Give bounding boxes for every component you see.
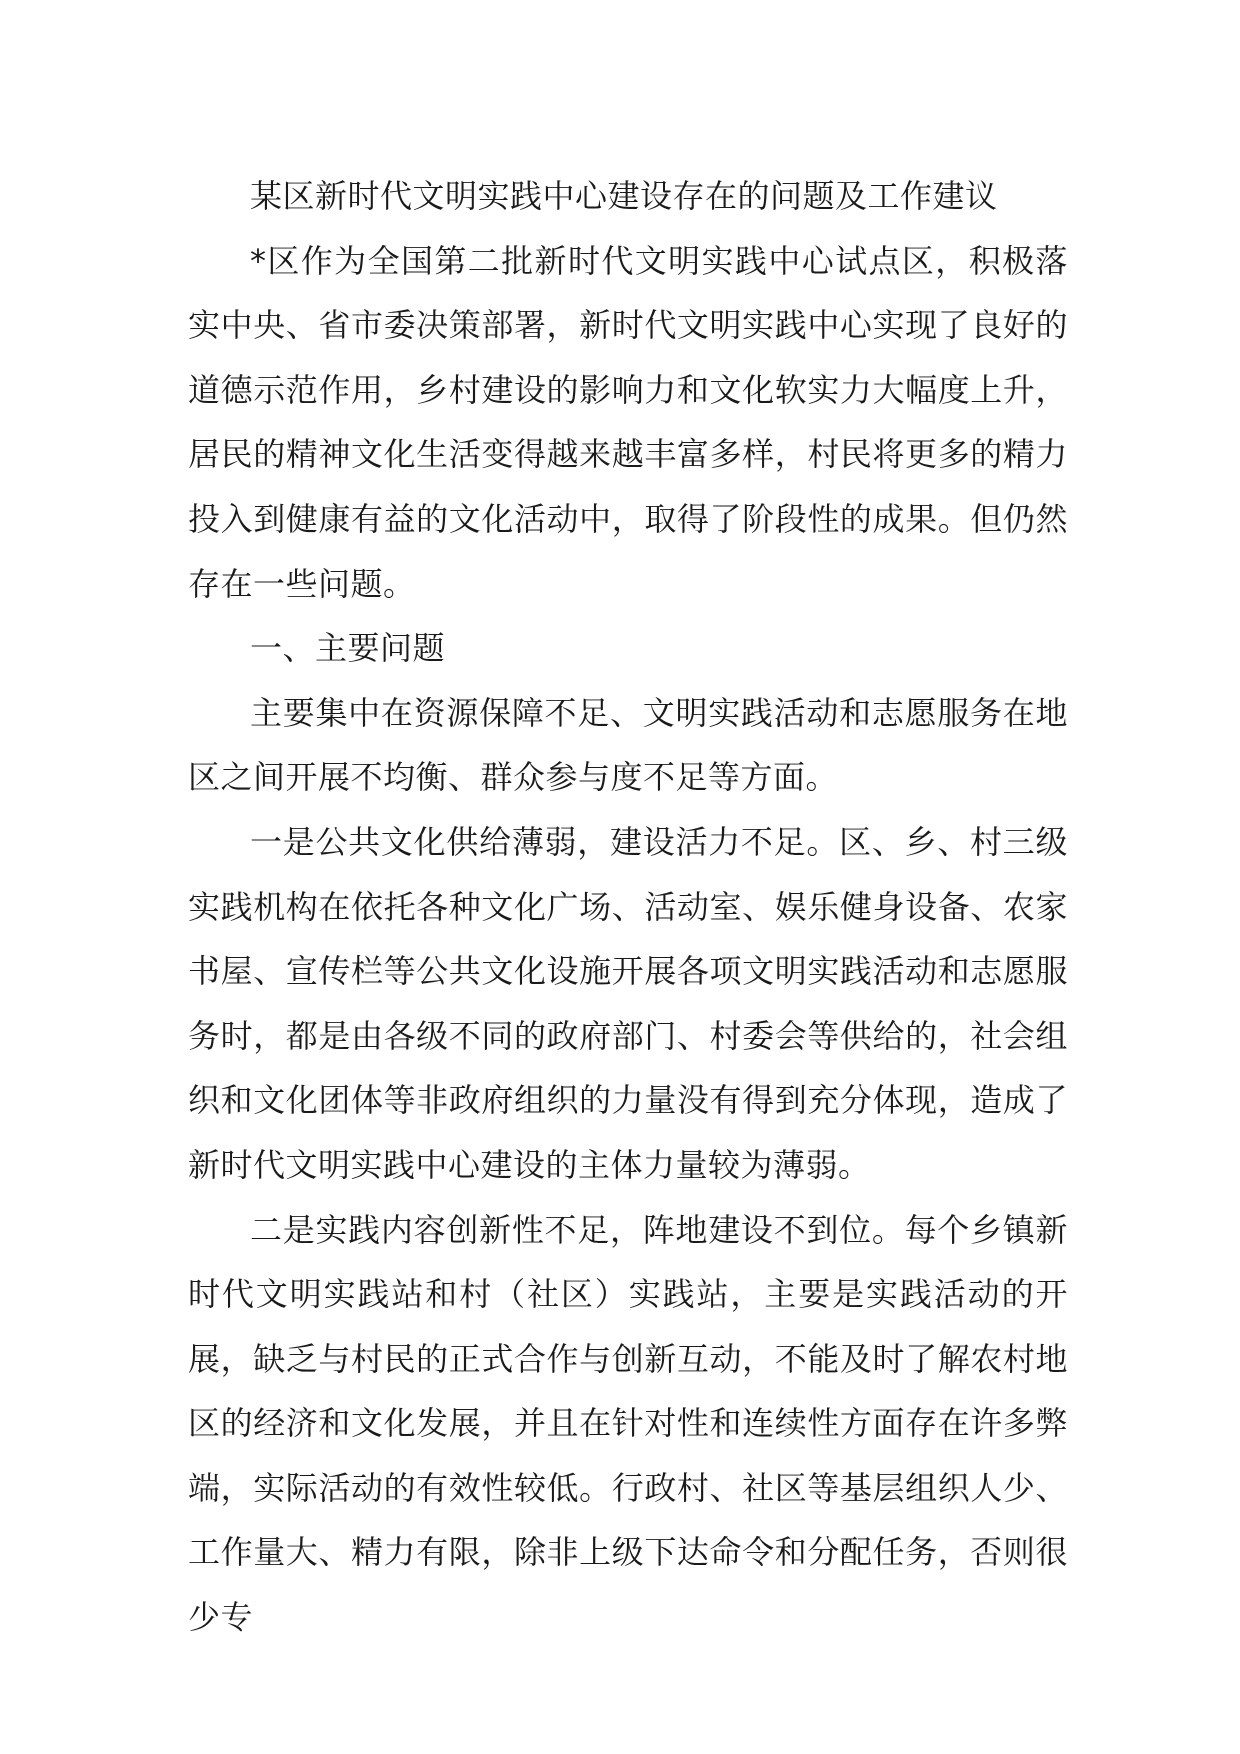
section-heading-main-problems: 一、主要问题 <box>250 629 446 668</box>
paragraph-intro: *区作为全国第二批新时代文明实践中心试点区，积极落实中央、省市委决策部署，新时代文明实践中心实现了良好的道德示范作用，乡村建设的影响力和文化软实力大幅度上升，居民的精神文化生活变得越来越丰富多样，村民将更多的精力投入到健康有益的文化活动中，取得了阶段性的成果。但仍然存在一些问题。 <box>188 241 1068 603</box>
paragraph-problem-two: 二是实践内容创新性不足，阵地建设不到位。每个乡镇新时代文明实践站和村（社区）实践站，主要是实践活动的开展，缺乏与村民的正式合作与创新互动，不能及时了解农村地区的经济和文化发展，并且在针对性和连续性方面存在许多弊端，实际活动的有效性较低。行政村、社区等基层组织人少、工作量大、精力有限，除非上级下达命令和分配任务，否则很少专 <box>188 1210 1068 1637</box>
paragraph-summary: 主要集中在资源保障不足、文明实践活动和志愿服务在地区之间开展不均衡、群众参与度不足等方面。 <box>188 693 1068 797</box>
document-body <box>188 164 1068 1650</box>
document-title: 某区新时代文明实践中心建设存在的问题及工作建议 <box>250 177 998 215</box>
paragraph-problem-one: 一是公共文化供给薄弱，建设活力不足。区、乡、村三级实践机构在依托各种文化广场、活动室、娱乐健身设备、农家书屋、宣传栏等公共文化设施开展各项文明实践活动和志愿服务时，都是由各级不同的政府部门、村委会等供给的，社会组织和文化团体等非政府组织的力量没有得到充分体现，造成了新时代文明实践中心建设的主体力量较为薄弱。 <box>188 822 1068 1184</box>
